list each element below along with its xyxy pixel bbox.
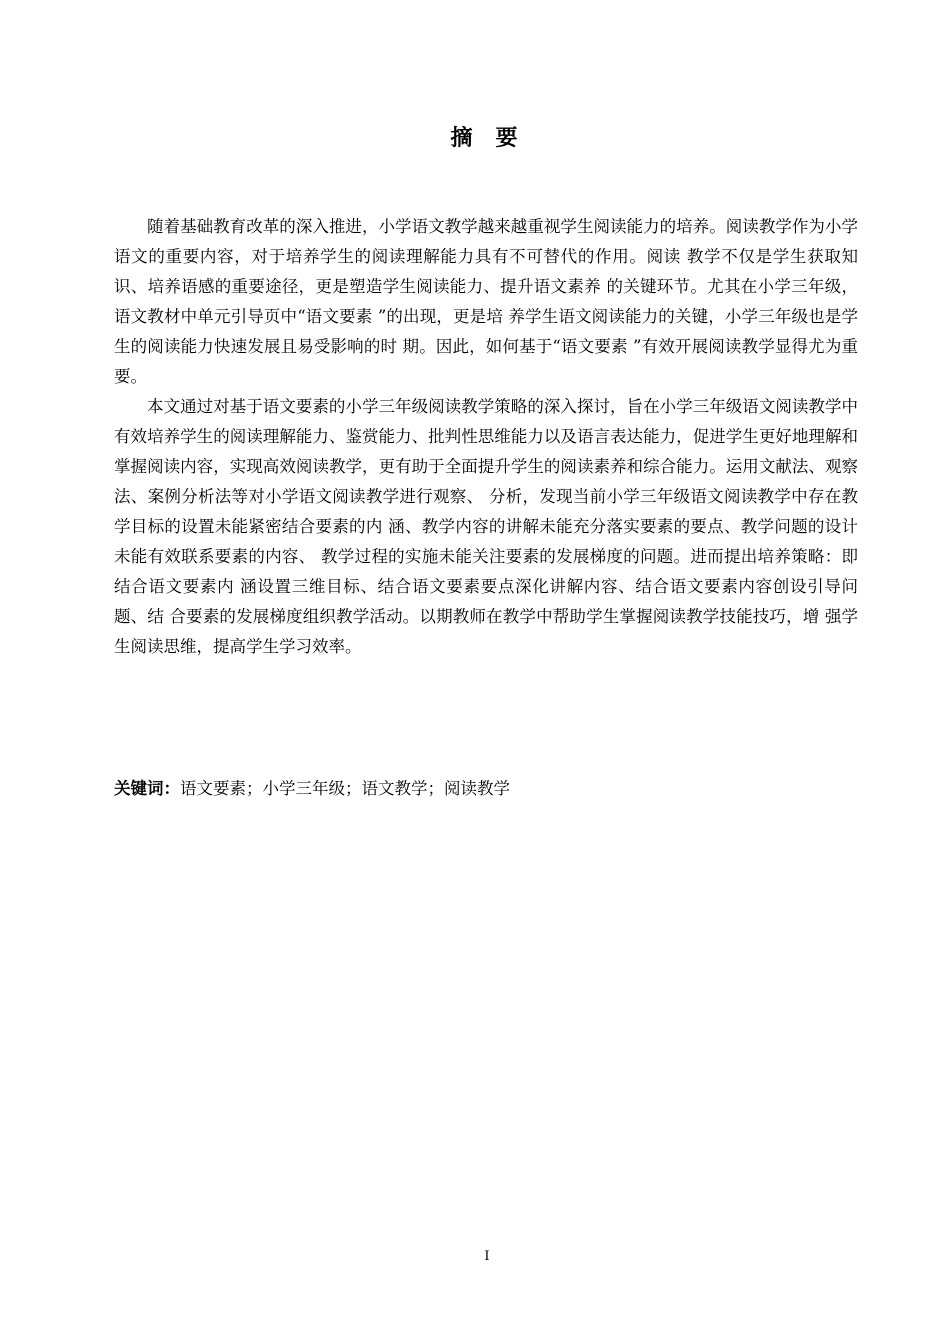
keywords-value: 语文要素；小学三年级；语文教学；阅读教学 (180, 779, 510, 798)
keywords-label: 关键词： (114, 779, 180, 798)
keywords-line (114, 774, 858, 804)
abstract-body (114, 212, 858, 662)
page-number: I (484, 1249, 490, 1264)
abstract-paragraph-2: 本文通过对基于语文要素的小学三年级阅读教学策略的深入探讨，旨在小学三年级语文阅读教学中有效培养学生的阅读理解能力、鉴赏能力、批判性思维能力以及语言表达能力，促进学生更好地理解和掌握阅读内容，实现高效阅读教学，更有助于全面提升学生的阅读素养和综合能力。运用文献法、观察法、案例分析法等对小学语文阅读教学进行观察、 分析，发现当前小学三年级语文阅读教学中存在教学目标的设置未能紧密结合要素的内 涵、教学内容的讲解未能充分落实要素的要点、教学问题的设计未能有效联系要素的内容、 教学过程的实施未能关注要素的发展梯度的问题。进而提出培养策略：即结合语文要素内 涵设置三维目标、结合语文要素要点深化讲解内容、结合语文要素内容创设引导问题、结 合要素的发展梯度组织教学活动。以期教师在教学中帮助学生掌握阅读教学技能技巧，增 强学生阅读思维，提高学生学习效率。 (114, 397, 858, 656)
page-title: 摘 要 (450, 126, 518, 151)
abstract-paragraph-1: 随着基础教育改革的深入推进，小学语文教学越来越重视学生阅读能力的培养。阅读教学作为小学语文的重要内容，对于培养学生的阅读理解能力具有不可替代的作用。阅读 教学不仅是学生获取知识、培养语感的重要途径，更是塑造学生阅读能力、提升语文素养 的关键环节。尤其在小学三年级，语文教材中单元引导页中“语文要素 ”的出现，更是培 养学生语文阅读能力的关键，小学三年级也是学生的阅读能力快速发展且易受影响的时 期。因此，如何基于“语文要素 ”有效开展阅读教学显得尤为重要。 (114, 217, 858, 386)
